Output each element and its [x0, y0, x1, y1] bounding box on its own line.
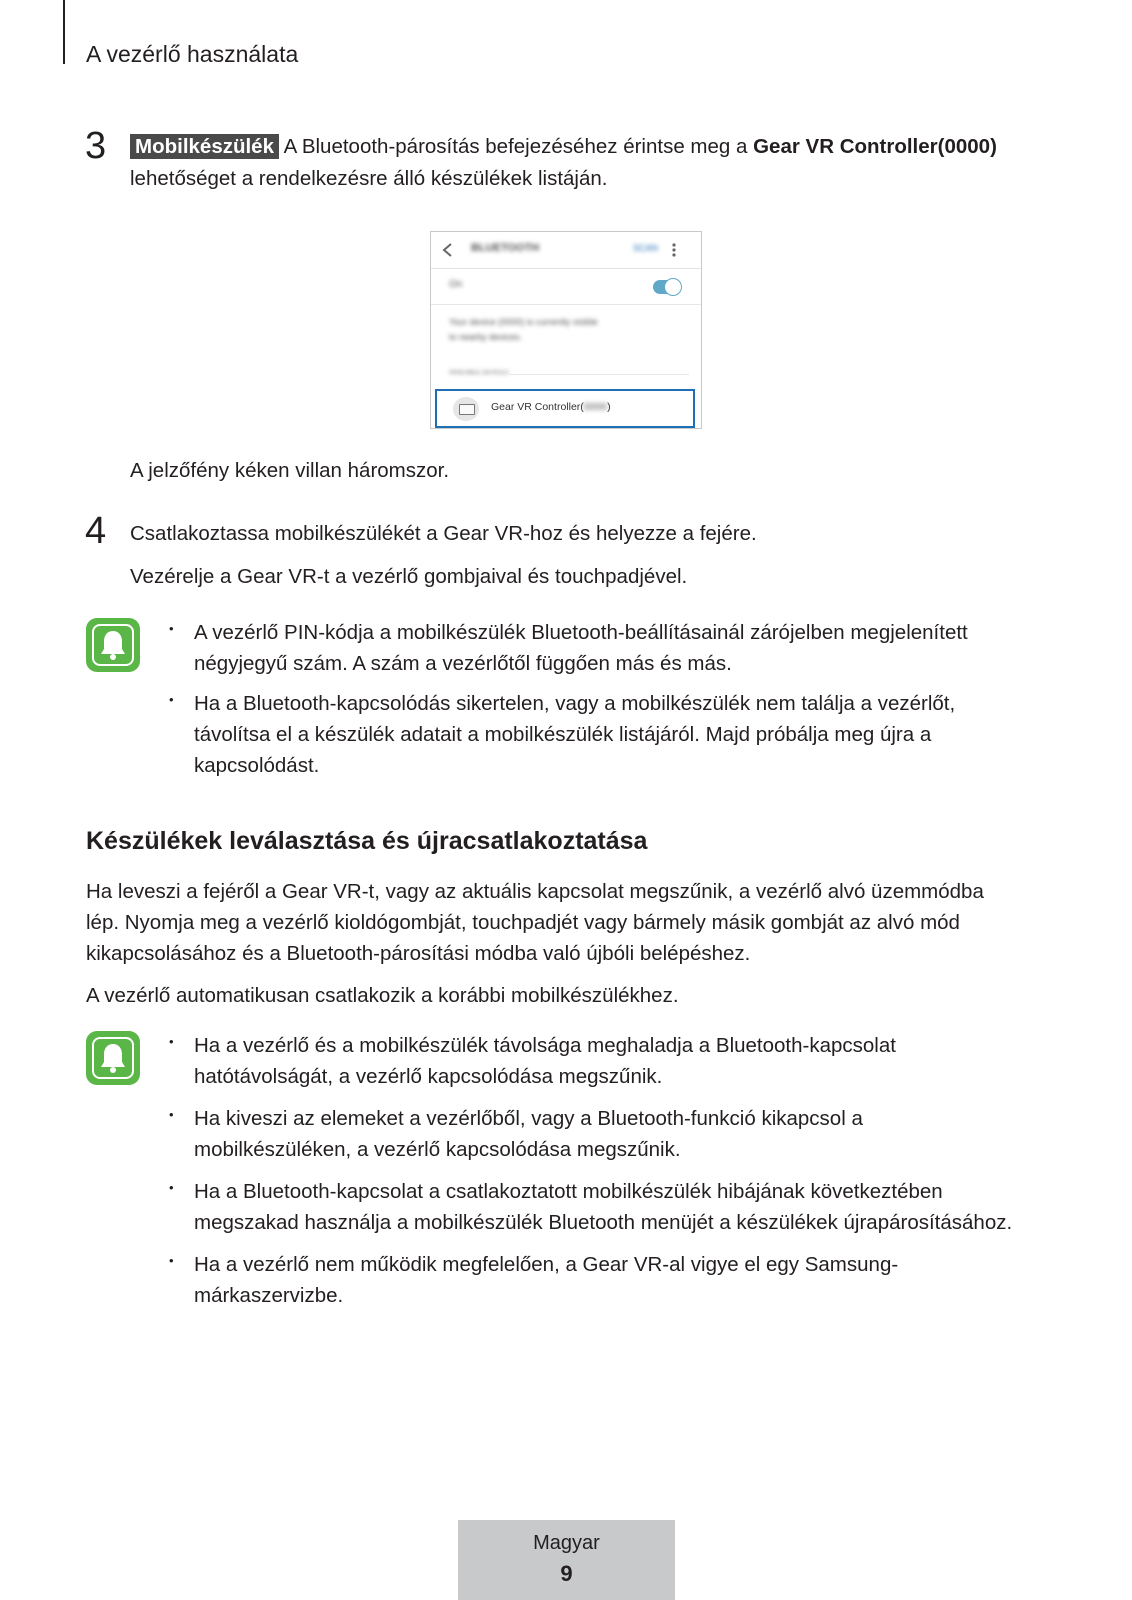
para-2: A vezérlő automatikusan csatlakozik a korábbi mobilkészülékhez. [86, 984, 679, 1007]
bullet-dot: • [169, 692, 174, 707]
toggle-knob [664, 278, 682, 296]
on-label: On [449, 279, 463, 290]
device-row-gear-vr[interactable] [435, 389, 695, 428]
indicator-text: A jelzőfény kéken villan háromszor. [130, 459, 450, 482]
note-2-b1-l2: hatótávolságát, a vezérlő kapcsolódása megszűnik. [194, 1065, 663, 1088]
bullet-dot: • [169, 621, 174, 636]
bell-icon [98, 629, 128, 661]
note-2-b3-l1: Ha a Bluetooth-kapcsolat a csatlakoztatott mobilkészülék hibájának következtében [194, 1180, 943, 1203]
bullet-dot: • [169, 1180, 174, 1195]
step-number-4: 4 [85, 510, 107, 552]
bluetooth-screenshot [430, 231, 702, 429]
back-arrow-icon[interactable] [441, 242, 455, 258]
section-heading: Készülékek leválasztása és újracsatlakoztatása [86, 827, 648, 855]
app-bar [431, 232, 701, 269]
keyboard-icon [453, 397, 479, 421]
scan-button[interactable]: SCAN [633, 243, 659, 253]
device-name [491, 401, 611, 413]
bell-note-icon [86, 618, 140, 672]
step-number-3: 3 [85, 125, 107, 167]
step-3-text-bold: Gear VR Controller(0000) [753, 135, 997, 158]
para-1-line-3: kikapcsolásához és a Bluetooth-párosítási módba való újbóli belépéshez. [86, 942, 751, 965]
bullet-dot: • [169, 1107, 174, 1122]
page-footer [458, 1520, 675, 1600]
divider [431, 304, 701, 305]
note-1-b1-l2: négyjegyű szám. A szám a vezérlőtől függően más és más. [194, 652, 732, 675]
note-1-b1-l1: A vezérlő PIN-kódja a mobilkészülék Bluetooth-beállításainál zárójelben megjelenített [194, 621, 968, 644]
note-1-b2-l1: Ha a Bluetooth-kapcsolódás sikertelen, vagy a mobilkészülék nem találja a vezérlőt, [194, 692, 956, 715]
note-2-b4-l2: márkaszervizbe. [194, 1284, 344, 1307]
note-2-b2-l1: Ha kiveszi az elemeket a vezérlőből, vagy a Bluetooth-funkció kikapcsol a [194, 1107, 863, 1130]
bell-note-icon [86, 1031, 140, 1085]
section-title: A vezérlő használata [86, 41, 299, 67]
page-number: 9 [560, 1561, 573, 1586]
visibility-text-2: to nearby devices. [449, 332, 523, 342]
more-vert-icon[interactable] [671, 242, 677, 258]
device-name-close: ) [607, 401, 611, 413]
step-3-line-2: lehetőséget a rendelkezésre álló készülékek listáján. [130, 167, 608, 190]
bell-icon [98, 1042, 128, 1074]
bluetooth-toggle[interactable] [653, 280, 679, 294]
device-name-label: Gear VR Controller( [491, 401, 584, 413]
para-1-line-2: lép. Nyomja meg a vezérlő kioldógombját, touchpadjét vagy bármely másik gombját az alvó mód [86, 911, 960, 934]
device-code: 0000 [583, 401, 608, 413]
note-2-b2-l2: mobilkészüléken, a vezérlő kapcsolódása megszűnik. [194, 1138, 681, 1161]
bullet-dot: • [169, 1034, 174, 1049]
step-4-line-2: Vezérelje a Gear VR-t a vezérlő gombjaival és touchpadjével. [130, 565, 688, 588]
step-4-line-1: Csatlakoztassa mobilkészülékét a Gear VR-hoz és helyezze a fejére. [130, 522, 757, 545]
note-2-b1-l1: Ha a vezérlő és a mobilkészülék távolsága meghaladja a Bluetooth-kapcsolat [194, 1034, 896, 1057]
para-1-line-1: Ha leveszi a fejéről a Gear VR-t, vagy az aktuális kapcsolat megszűnik, a vezérlő alvó üzemmódba [86, 880, 984, 903]
visibility-text-1: Your device (0000) is currently visible [449, 317, 598, 327]
step-3-text-a: A Bluetooth-párosítás befejezéséhez érintse meg a [283, 135, 754, 158]
note-1-b2-l2: távolítsa el a készülék adatait a mobilkészülék listájáról. Majd próbálja meg újra a [194, 723, 932, 746]
footer-language: Magyar [533, 1532, 600, 1554]
section-divider [509, 374, 689, 375]
available-devices-label: AVAILABLE DEVICES [449, 370, 509, 376]
note-2-b4-l1: Ha a vezérlő nem működik megfelelően, a Gear VR-al vigye el egy Samsung- [194, 1253, 899, 1276]
device-tag: Mobilkészülék [130, 134, 279, 159]
keyboard-glyph [459, 404, 475, 415]
note-1-b2-l3: kapcsolódást. [194, 754, 320, 777]
step-3-line-1 [130, 131, 997, 162]
bullet-dot: • [169, 1253, 174, 1268]
header-rule [63, 0, 65, 64]
bluetooth-title: BLUETOOTH [471, 242, 540, 254]
note-2-b3-l2: megszakad használja a mobilkészülék Bluetooth menüjét a készülékek újrapárosításához. [194, 1211, 1013, 1234]
